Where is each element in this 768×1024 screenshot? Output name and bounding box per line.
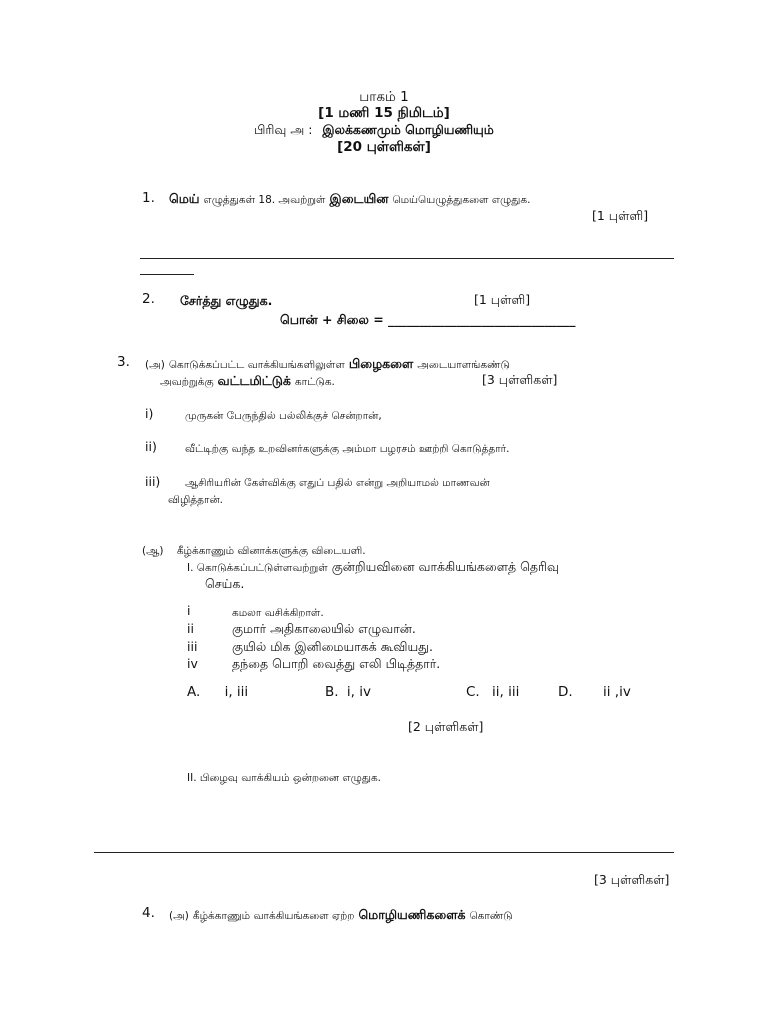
q3a-label: (அ): [145, 359, 165, 371]
q4-bold: மொழியணிகளைக்: [358, 907, 466, 922]
q2-equation: பொன் + சிலை = ______________________________: [280, 312, 576, 327]
q3a-line2: [160, 374, 335, 389]
q1-text: [169, 192, 530, 207]
choice-value: ii, iii: [492, 684, 520, 700]
q4-end: கொண்டு: [469, 910, 513, 922]
option-num: i: [187, 603, 191, 618]
choice-a[interactable]: [187, 685, 248, 699]
choice-d[interactable]: [558, 685, 631, 699]
choice-letter: B.: [325, 684, 339, 700]
q1-bold-a: மெய்: [169, 191, 200, 206]
q3a-marks: [3 புள்ளிகள்]: [482, 372, 558, 387]
option-text: தந்தை பொறி வைத்து எலி பிடித்தார்.: [232, 656, 441, 671]
q3a-line1: [145, 357, 510, 372]
q2-instruction: சேர்த்து எழுதுக.: [180, 293, 273, 308]
q3a-line1-end: அடையாளங்கண்டு: [417, 359, 510, 371]
section-label-text: பிரிவு அ :: [254, 122, 313, 137]
option-num: iv: [187, 656, 198, 671]
option-text: குமார் அதிகாலையில் எழுவான்.: [232, 621, 416, 636]
q4-number: 4.: [142, 905, 155, 921]
q1-number: 1.: [142, 190, 155, 206]
option-num: iii: [187, 639, 198, 654]
q3a-line2-start: அவற்றுக்கு: [160, 376, 214, 388]
choice-letter: C.: [466, 684, 480, 700]
q3b-marks-2: [3 புள்ளிகள்]: [594, 872, 670, 887]
q3b-i-line: [187, 560, 559, 575]
q3b-line: [142, 544, 366, 558]
choice-value: ii ,iv: [602, 684, 631, 700]
q2-number: 2.: [142, 291, 155, 307]
sentence-num: ii): [145, 439, 157, 454]
option-text: கமலா வசிக்கிறாள்.: [232, 607, 324, 619]
sentence-text-cont: விழித்தான்.: [168, 494, 223, 506]
choice-value: i, iii: [224, 684, 249, 700]
choice-c[interactable]: [466, 685, 519, 699]
option-text: குயில் மிக இனிமையாகக் கூவியது.: [232, 639, 433, 654]
q4-start: கீழ்க்காணும் வாக்கியங்களை ஏற்ற: [192, 910, 355, 922]
choice-b[interactable]: [325, 685, 371, 699]
sentence-text: முருகன் பேருந்தில் பல்லிக்குச் சென்றான்,: [185, 410, 382, 422]
choice-value: i, iv: [346, 684, 371, 700]
q1-bold-c: இடையின: [329, 191, 389, 206]
part-heading: பாகம் 1: [359, 89, 409, 105]
choice-letter: D.: [558, 684, 573, 700]
section-title: இலக்கணமும் மொழியணியும்: [322, 122, 494, 137]
q4-label: (அ): [169, 910, 189, 922]
q3b-i-rest: குன்றியவினை வாக்கியங்களைத் தெரிவு: [331, 559, 559, 574]
q1-answer-line-2[interactable]: [140, 274, 194, 275]
q3a-line1-start: கொடுக்கப்பட்ட வாக்கியங்களிலுள்ள: [168, 359, 345, 371]
q1-marks: [1 புள்ளி]: [592, 208, 649, 223]
choice-letter: A.: [187, 684, 201, 700]
option-num: ii: [187, 621, 194, 636]
q3a-line1-bold: பிழைகளை: [348, 356, 414, 371]
q1-answer-line[interactable]: [140, 258, 674, 259]
q3b-i-cont: செய்க.: [205, 576, 245, 591]
q3a-line2-end: காட்டுக.: [294, 376, 335, 388]
section-label: [254, 123, 494, 137]
q3a-line2-bold: வட்டமிட்டுக்: [217, 373, 291, 388]
q4-text: [169, 908, 513, 923]
total-marks: [20 புள்ளிகள்]: [337, 139, 431, 155]
sentence-num: iii): [145, 474, 161, 489]
q3b-text: கீழ்க்காணும் வினாக்களுக்கு விடையளி.: [176, 545, 366, 557]
q2-marks: [1 புள்ளி]: [474, 292, 531, 307]
q3b-ii: II. பிழைவு வாக்கியம் ஒன்றனை எழுதுக.: [187, 772, 382, 784]
sentence-text: வீட்டிற்கு வந்த உறவினர்களுக்கு அம்மா பழரசம் ஊற்றி கொடுத்தார்.: [185, 443, 510, 455]
q3b-label: (ஆ): [142, 545, 164, 557]
sentence-num: i): [145, 406, 154, 421]
q1-text-d: மெய்யெழுத்துகளை எழுதுக.: [392, 194, 531, 206]
time-heading: [1 மணி 15 நிமிடம்]: [318, 105, 450, 121]
q3b-i-start: I. கொடுக்கப்பட்டுள்ளவற்றுள்: [187, 562, 328, 574]
q3-number: 3.: [117, 354, 130, 370]
q1-text-b: எழுத்துகள் 18. அவற்றுள்: [203, 194, 326, 206]
q3b-answer-line[interactable]: [94, 852, 674, 853]
q3b-marks-1: [2 புள்ளிகள்]: [408, 719, 484, 734]
sentence-text: ஆசிரியரின் கேள்விக்கு எதுப் பதில் என்று அறியாமல் மாணவன்: [185, 477, 490, 489]
